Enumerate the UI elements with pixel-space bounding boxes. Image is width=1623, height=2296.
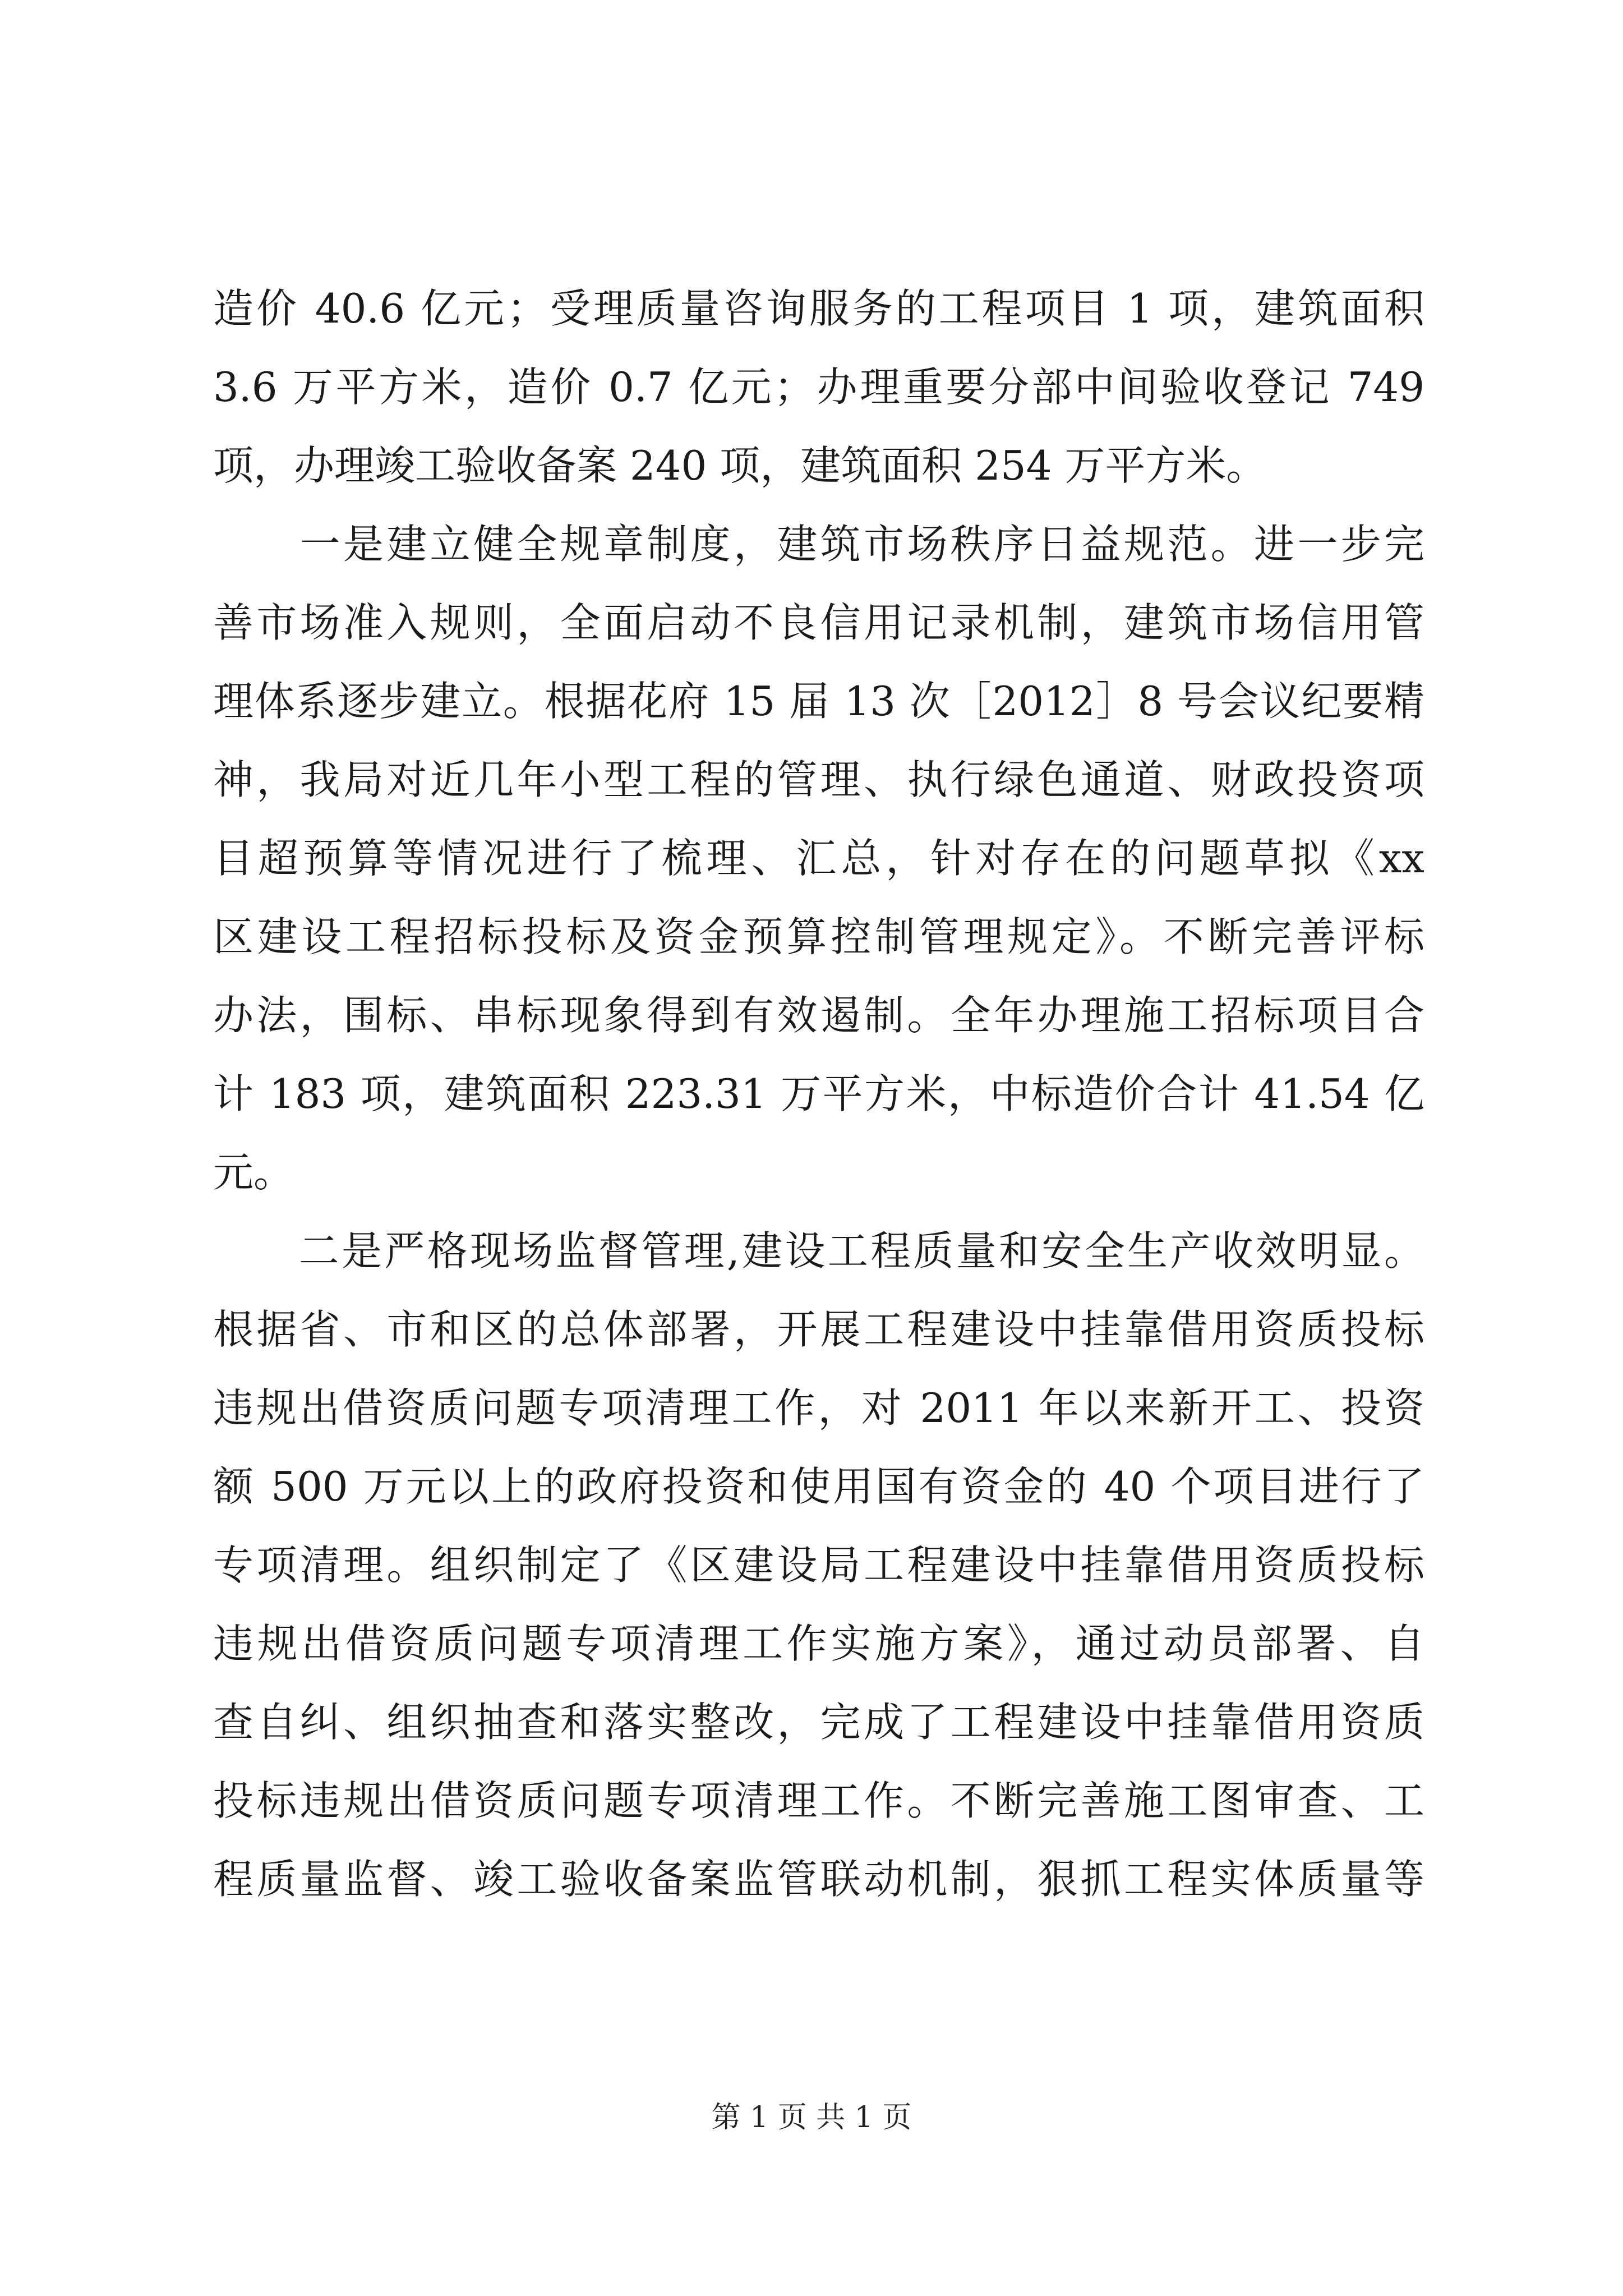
body-text — [213, 269, 1424, 1918]
text-line: 目超预算等情况进行了梳理、汇总，针对存在的问题草拟《xx — [213, 835, 1424, 882]
text-line: 办法，围标、串标现象得到有效遏制。全年办理施工招标项目合 — [213, 992, 1424, 1039]
page-footer: 第 1 页 共 1 页 — [711, 2101, 912, 2134]
text-line: 程质量监督、竣工验收备案监管联动机制，狠抓工程实体质量等 — [213, 1856, 1424, 1903]
text-line: 额 500 万元以上的政府投资和使用国有资金的 40 个项目进行了 — [213, 1463, 1424, 1510]
text-line: 造价 40.6 亿元；受理质量咨询服务的工程项目 1 项，建筑面积 — [213, 285, 1424, 332]
text-line: 违规出借资质问题专项清理工作，对 2011 年以来新开工、投资 — [213, 1384, 1424, 1432]
text-line: 专项清理。组织制定了《区建设局工程建设中挂靠借用资质投标 — [213, 1542, 1424, 1589]
text-line: 根据省、市和区的总体部署，开展工程建设中挂靠借用资质投标 — [213, 1306, 1424, 1353]
text-line: 项，办理竣工验收备案 240 项，建筑面积 254 万平方米。 — [213, 442, 1267, 489]
text-line: 违规出借资质问题专项清理工作实施方案》，通过动员部署、自 — [213, 1620, 1424, 1667]
text-line: 区建设工程招标投标及资金预算控制管理规定》。不断完善评标 — [213, 913, 1424, 960]
text-line: 计 183 项，建筑面积 223.31 万平方米，中标造价合计 41.54 亿 — [213, 1070, 1424, 1117]
text-line: 一是建立健全规章制度，建筑市场秩序日益规范。进一步完 — [213, 521, 1424, 568]
text-line: 神，我局对近几年小型工程的管理、执行绿色通道、财政投资项 — [213, 756, 1424, 803]
text-line: 善市场准入规则，全面启动不良信用记录机制，建筑市场信用管 — [213, 599, 1424, 646]
text-line: 3.6 万平方米，造价 0.7 亿元；办理重要分部中间验收登记 749 — [213, 364, 1424, 411]
text-line: 理体系逐步建立。根据花府 15 届 13 次［2012］8 号会议纪要精 — [213, 678, 1424, 725]
text-line: 元。 — [213, 1149, 294, 1196]
text-line: 二是严格现场监督管理,建设工程质量和安全生产收效明显。 — [213, 1227, 1424, 1274]
text-line: 查自纠、组织抽查和落实整改，完成了工程建设中挂靠借用资质 — [213, 1699, 1424, 1746]
text-line: 投标违规出借资质问题专项清理工作。不断完善施工图审查、工 — [213, 1777, 1424, 1824]
